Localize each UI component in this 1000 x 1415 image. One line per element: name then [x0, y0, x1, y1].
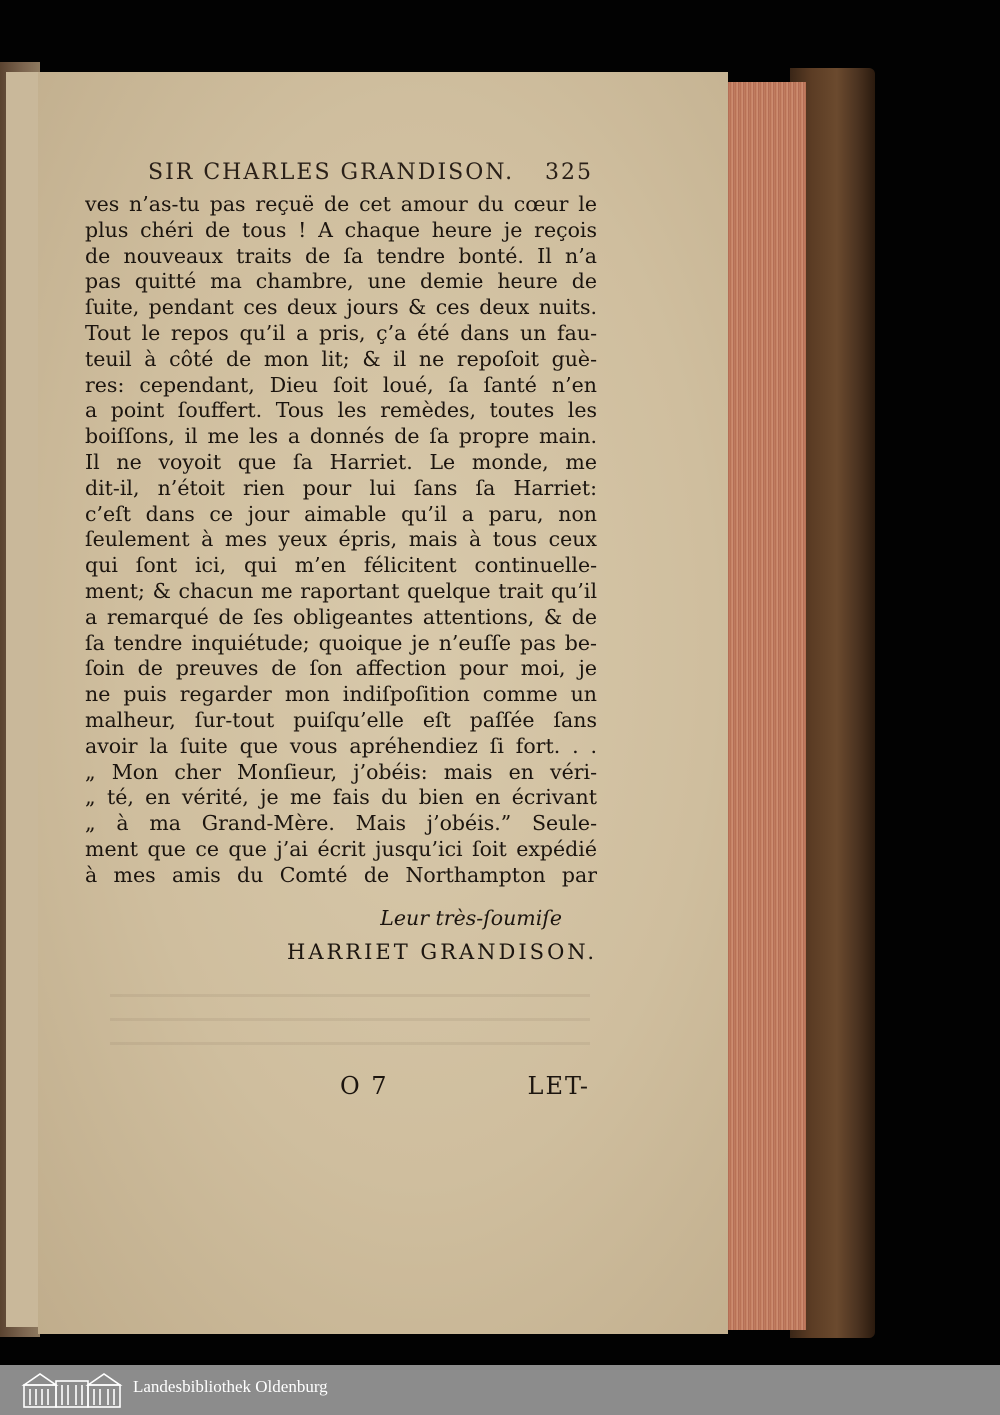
- text-line: plus chéri de tous ! A chaque heure je reçois: [85, 217, 597, 242]
- text-line: ves n’as-tu pas reçuë de cet amour du cœur le: [85, 192, 597, 216]
- text-line: ment; & chacun me raportant quelque trait qu’il: [85, 578, 597, 603]
- text-line: res: cependant, Dieu ſoit loué, ſa ſanté n’en: [85, 372, 597, 397]
- running-title: SIR CHARLES GRANDISON.: [148, 160, 515, 185]
- signature-mark: O 7: [340, 1072, 389, 1100]
- text-line: „ à ma Grand-Mère. Mais j’obéis.” Seule-: [85, 811, 597, 836]
- text-line: ſoin de preuves de ſon affection pour moi, je: [85, 656, 597, 681]
- text-line: avoir la ſuite que vous apréhendiez ſi fort. . .: [85, 733, 597, 758]
- show-through-text: [110, 985, 590, 1045]
- text-line: dit-il, n’étoit rien pour lui ſans ſa Harriet:: [85, 475, 597, 500]
- text-line: teuil à côté de mon lit; & il ne repoſoit guè-: [85, 346, 597, 371]
- body-text: [85, 192, 597, 889]
- text-line: pas quitté ma chambre, une demie heure de: [85, 269, 597, 294]
- text-line: de nouveaux traits de ſa tendre bonté. Il n’a: [85, 243, 597, 268]
- text-line: ne puis regarder mon indiſpoſition comme un: [85, 682, 597, 707]
- text-line: Il ne voyoit que ſa Harriet. Le monde, me: [85, 449, 597, 474]
- text-line: „ Mon cher Monſieur, j’obéis: mais en véri-: [85, 759, 597, 784]
- library-building-icon: [20, 1371, 124, 1409]
- running-header: [148, 160, 598, 185]
- page-footer: [340, 1072, 600, 1100]
- page-number: 325: [545, 160, 593, 185]
- text-line: ſa tendre inquiétude; quoique je n’euſſe pas be-: [85, 630, 597, 655]
- text-line: „ té, en vérité, je me fais du bien en écrivant: [85, 785, 597, 810]
- text-line: ſeulement à mes yeux épris, mais à tous ceux: [85, 527, 597, 552]
- signature: HARRIET GRANDISON.: [287, 940, 597, 964]
- text-line: a point ſouffert. Tous les remèdes, toutes les: [85, 398, 597, 423]
- text-line: ſuite, pendant ces deux jours & ces deux nuits.: [85, 295, 597, 320]
- library-footer-bar: [0, 1365, 1000, 1415]
- library-name: Landesbibliothek Oldenburg: [133, 1377, 328, 1396]
- text-line: boiſſons, il me les a donnés de ſa propre main.: [85, 424, 597, 449]
- facing-page-edge: [6, 72, 40, 1327]
- text-line: ment que ce que j’ai écrit jusqu’ici ſoit expédié: [85, 836, 597, 861]
- text-line: c’eſt dans ce jour aimable qu’il a paru, non: [85, 501, 597, 526]
- text-line: Tout le repos qu’il a pris, ç’a été dans un fau-: [85, 320, 597, 345]
- letter-signoff: [85, 902, 597, 970]
- catchword: LET-: [527, 1072, 590, 1100]
- text-line: malheur, ſur-tout puiſqu’elle eſt paſſée ſans: [85, 707, 597, 732]
- text-line: à mes amis du Comté de Northampton par: [85, 862, 597, 887]
- text-line: qui ſont ici, qui m’en félicitent continuelle-: [85, 553, 597, 578]
- text-line: a remarqué de ſes obligeantes attentions, & de: [85, 604, 597, 629]
- closing-line: Leur très-ſoumiſe: [380, 906, 562, 930]
- page-fore-edge: [722, 82, 806, 1330]
